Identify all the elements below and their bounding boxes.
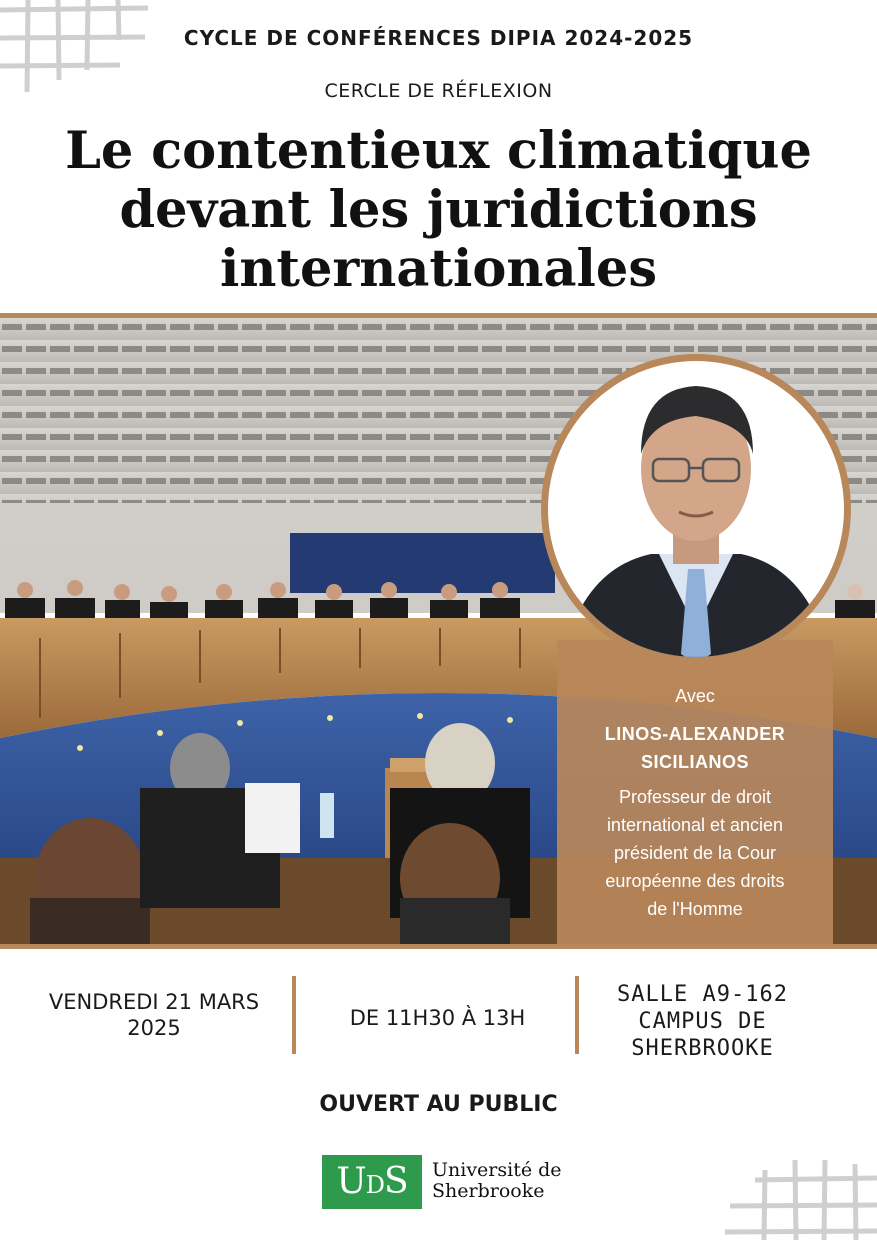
logo-mark-u: U [336,1161,366,1202]
speaker-name [557,720,833,776]
speaker-title-line: de l'Homme [647,899,743,919]
event-time-text: DE 11H30 À 13H [349,1006,526,1030]
speaker-name-line: SICILIANOS [640,752,749,772]
series-subheading: CERCLE DE RÉFLEXION [324,80,553,102]
event-venue-line: SALLE A9-162 [617,982,788,1007]
public-access-notice: OUVERT AU PUBLIC [319,1092,558,1117]
main-title-line: internationales [219,239,658,299]
event-date [20,989,288,1041]
event-date-line: VENDREDI 21 MARS [48,990,260,1014]
speaker-title-line: européenne des droits [605,871,785,891]
event-venue-line: SHERBROOKE [631,1036,774,1061]
event-time [300,1005,575,1031]
speaker-portrait-illustration [541,354,851,664]
speaker-title [563,783,827,923]
logo-text-line: Université de [432,1159,562,1181]
speaker-name-line: LINOS-ALEXANDER [604,724,786,744]
speaker-intro: Avec [675,686,715,706]
logo-text-line: Sherbrooke [432,1180,545,1202]
event-date-line: 2025 [127,1016,181,1040]
logo-mark-s: S [383,1161,408,1202]
speaker-info-box [557,640,833,946]
speaker-title-line: Professeur de droit [618,787,772,807]
main-title-line: devant les juridictions [119,180,758,240]
speaker-portrait [541,354,851,664]
grid-decoration-bottom-right [725,1160,877,1240]
main-title [0,122,877,299]
divider [292,976,296,1054]
speaker-title-line: président de la Cour [613,843,777,863]
uds-logo-text [432,1160,562,1202]
series-heading: CYCLE DE CONFÉRENCES DIPIA 2024-2025 [183,26,694,50]
uds-logo-mark [322,1155,422,1209]
event-venue [585,981,820,1062]
speaker-title-line: international et ancien [606,815,784,835]
divider [575,976,579,1054]
logo-mark-d: D [365,1171,384,1199]
event-venue-line: CAMPUS DE [638,1009,767,1034]
main-title-line: Le contentieux climatique [65,121,812,181]
